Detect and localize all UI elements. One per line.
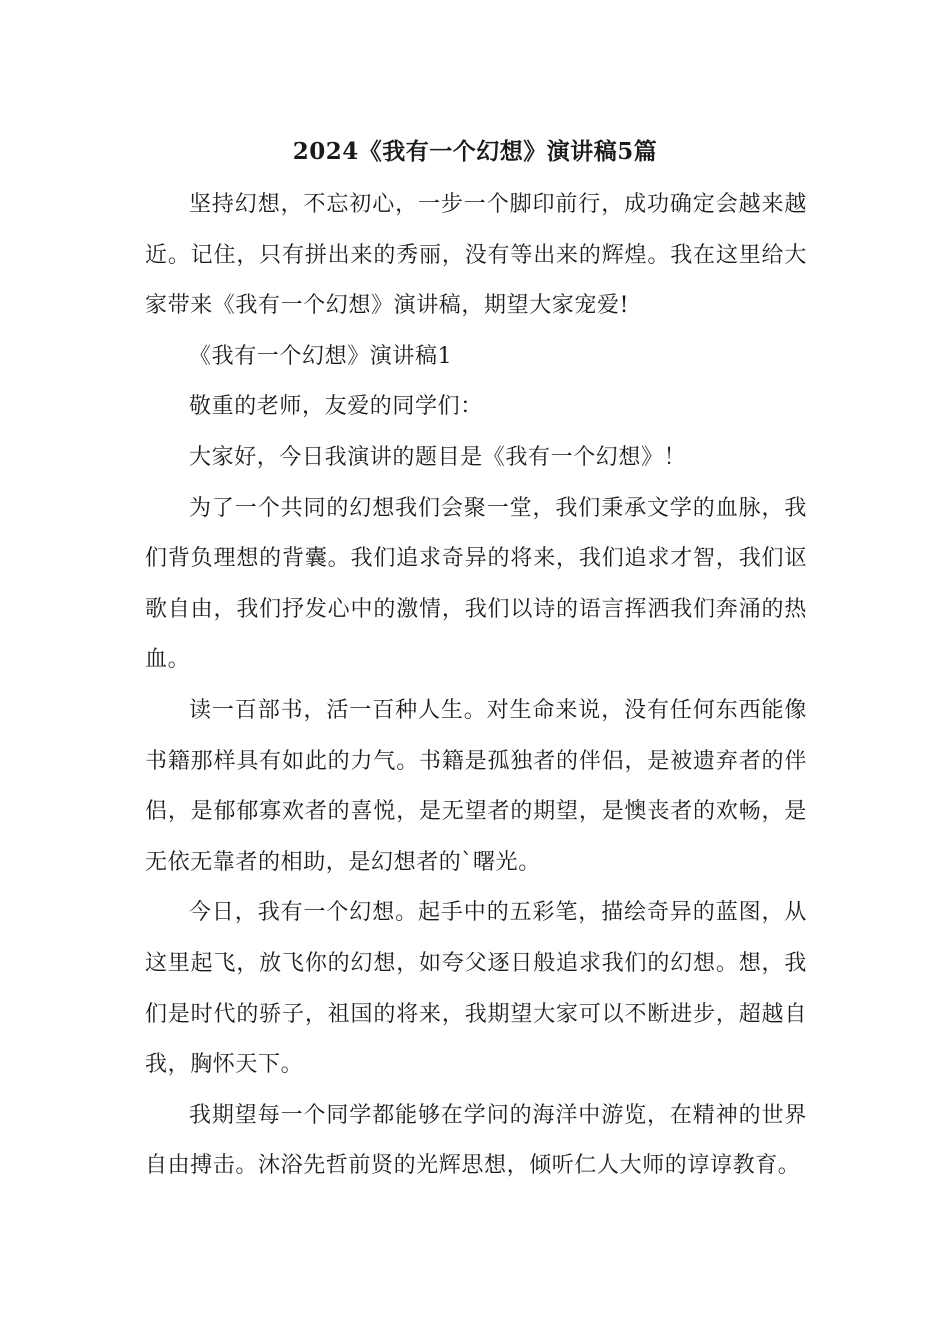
greeting-paragraph: 大家好，今日我演讲的题目是《我有一个幻想》！ [189, 444, 687, 470]
document-body [145, 180, 807, 1192]
body-paragraph: 今日，我有一个幻想。起手中的五彩笔，描绘奇异的蓝图，从这里起飞，放飞你的幻想，如夸父逐日般追求我们的幻想。想，我们是时代的骄子，祖国的将来，我期望大家可以不断进步，超越自我，胸怀天下。 [145, 900, 807, 1078]
body-paragraph: 读一百部书，活一百种人生。对生命来说，没有任何东西能像书籍那样具有如此的力气。书籍是孤独者的伴侣，是被遗弃者的伴侣，是郁郁寡欢者的喜悦，是无望者的期望，是懊丧者的欢畅，是无依无靠者的相助，是幻想者的`曙光。 [145, 697, 807, 875]
intro-paragraph: 坚持幻想，不忘初心，一步一个脚印前行，成功确定会越来越近。记住，只有拼出来的秀丽，没有等出来的辉煌。我在这里给大家带来《我有一个幻想》演讲稿，期望大家宠爱! [145, 192, 807, 319]
body-paragraph: 我期望每一个同学都能够在学问的海洋中游览，在精神的世界自由搏击。沐浴先哲前贤的光辉思想，倾听仁人大师的谆谆教育。 [145, 1102, 807, 1179]
speech-heading: 《我有一个幻想》演讲稿1 [189, 343, 453, 369]
salutation: 敬重的老师，友爱的同学们： [189, 394, 483, 420]
body-paragraph: 为了一个共同的幻想我们会聚一堂，我们秉承文学的血脉，我们背负理想的背囊。我们追求奇异的将来，我们追求才智，我们讴歌自由，我们抒发心中的激情，我们以诗的语言挥洒我们奔涌的热血。 [145, 495, 807, 673]
document-title: 2024《我有一个幻想》演讲稿5篇 [292, 138, 658, 165]
